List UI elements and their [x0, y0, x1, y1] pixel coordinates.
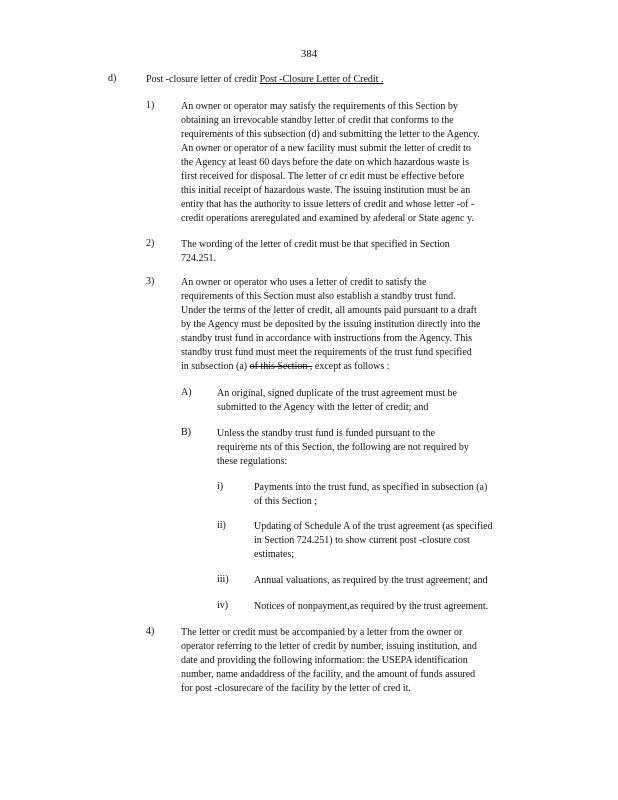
text-line: Annual valuations, as required by the trust agreement; and [254, 575, 488, 586]
text-line: this initial receipt of hazardous waste. The issuing institution must be an [181, 185, 471, 196]
text-line: obtaining an irrevocable standby letter of credit that conforms to the [181, 115, 454, 126]
item-4-label: 4) [146, 626, 155, 637]
text-line: The wording of the letter of credit must be that specified in Section [181, 239, 450, 250]
page-number: 384 [300, 48, 318, 60]
item-2-label: 2) [146, 238, 155, 249]
item-3-label: 3) [146, 276, 155, 287]
text-line: in Section 724.251) to show current post -closure cost [254, 535, 470, 546]
text-line: An owner or operator may satisfy the requirements of this Section by [181, 101, 458, 112]
text-line: these regulations: [217, 456, 288, 467]
text-line: Updating of Schedule A of the trust agreement (as specified [254, 521, 493, 532]
text-line-before: in subsection (a) [181, 361, 248, 372]
text-line: Payments into the trust fund, as specified in subsection (a) [254, 482, 488, 493]
text-line: Notices of nonpayment,as required by the trust agreement. [254, 601, 489, 612]
struck-text: of this Section , [249, 361, 313, 372]
text-line: standby trust fund in accordance with instructions from the Agency. This [181, 333, 473, 344]
text-line: for post -closurecare of the facility by the letter of cred it. [181, 683, 411, 694]
text-line: the Agency at least 60 days before the date on which hazardous waste is [181, 157, 469, 168]
subitem-a-text [217, 387, 537, 415]
text-line: credit operations areregulated and examined by afederal or State agenc y. [181, 213, 474, 224]
text-line: entity that has the authority to issue letters of credit and whose letter -of - [181, 199, 475, 210]
text-line: first received for disposal. The letter of cr edit must be effective before [181, 171, 465, 182]
text-line: requireme nts of this Section, the following are not required by [217, 442, 469, 453]
subsubitem-iii-text [254, 574, 544, 588]
section-d-heading [146, 73, 383, 87]
text-line: submitted to the Agency with the letter of credit; and [217, 402, 429, 413]
text-line: estimates; [254, 549, 294, 560]
text-line-after: except as follows : [314, 361, 390, 372]
subsubitem-iv-label: iv) [217, 600, 229, 611]
subsubitem-i-text [254, 481, 544, 509]
text-line: requirements of this subsection (d) and submitting the letter to the Agency. [181, 129, 480, 140]
text-line: An owner or operator of a new facility must submit the letter of credit to [181, 143, 471, 154]
text-line: number, name andaddress of the facility, and the amount of funds assured [181, 669, 476, 680]
item-1-label: 1) [146, 100, 155, 111]
item-2-text [181, 238, 546, 266]
subitem-b-label: B) [181, 427, 191, 438]
text-line: date and providing the following information: the USEPA identification [181, 655, 468, 666]
text-line [181, 360, 546, 374]
text-line: An original, signed duplicate of the trust agreement must be [217, 388, 457, 399]
text-line: by the Agency must be deposited by the issuing institution directly into the [181, 319, 481, 330]
subitem-a-label: A) [181, 387, 192, 398]
item-3-text [181, 276, 546, 374]
text-line: of this Section ; [254, 496, 318, 507]
text-line: standby trust fund must meet the requirements of the trust fund specified [181, 347, 472, 358]
subsubitem-i-label: i) [217, 481, 224, 492]
subsubitem-iv-text [254, 600, 544, 614]
text-line: An owner or operator who uses a letter of credit to satisfy the [181, 277, 427, 288]
subitem-b-text [217, 427, 537, 469]
text-line: The letter or credit must be accompanied by a letter from the owner or [181, 627, 463, 638]
item-4-text [181, 626, 546, 696]
section-d-title-underlined: Post -Closure Letter of Credit . [259, 74, 384, 85]
text-line: operator referring to the letter of credit by number, issuing institution, and [181, 641, 477, 652]
text-line: Under the terms of the letter of credit, all amounts paid pursuant to a draft [181, 305, 477, 316]
subsubitem-ii-text [254, 520, 544, 562]
subsubitem-iii-label: iii) [217, 574, 229, 585]
section-d-title-plain: Post -closure letter of credit [146, 74, 258, 85]
subsubitem-ii-label: ii) [217, 520, 226, 531]
text-line: Unless the standby trust fund is funded pursuant to the [217, 428, 436, 439]
text-line: requirements of this Section must also establish a standby trust fund. [181, 291, 456, 302]
text-line: 724.251. [181, 253, 216, 264]
section-d-label: d) [108, 73, 117, 84]
item-1-text [181, 100, 546, 226]
